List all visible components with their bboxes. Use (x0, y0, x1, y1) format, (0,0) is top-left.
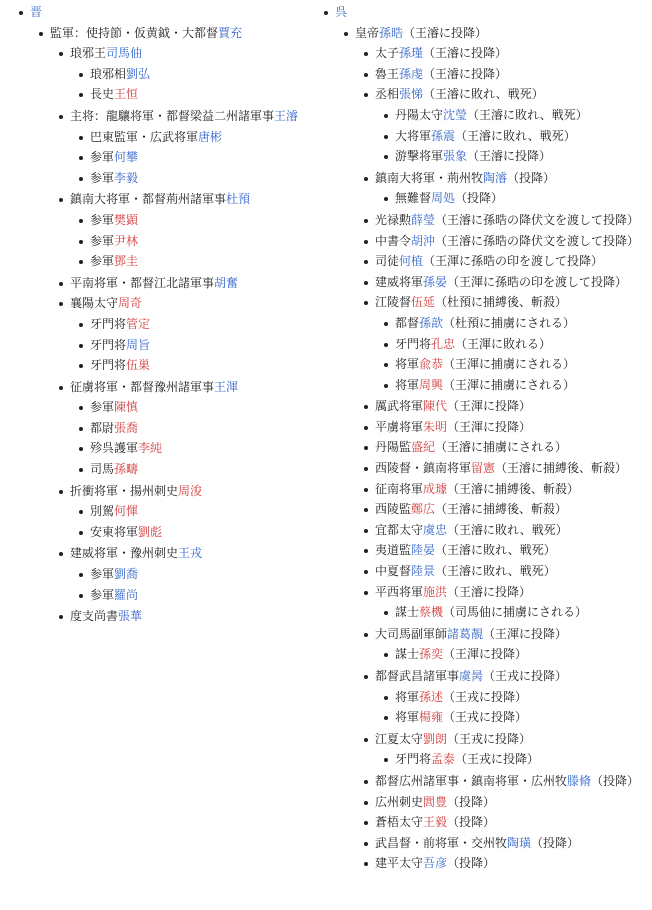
officer-title: 将軍 (395, 357, 420, 372)
officer-item (375, 499, 652, 520)
wu-list (305, 2, 652, 874)
officer-fate: （杜預に捕虜にされる） (443, 315, 576, 330)
officer-item (90, 522, 305, 543)
officer-name-link[interactable]: 孫疇 (114, 462, 139, 477)
officer-title: 参軍 (90, 254, 115, 269)
sub-officers-list (70, 501, 305, 542)
sub-officers-list (375, 313, 652, 395)
officer-title: 光禄勲 (375, 212, 412, 227)
officer-title: 参軍 (90, 150, 115, 165)
officer-item (70, 106, 305, 188)
officer-name-link[interactable]: 兪恭 (419, 357, 444, 372)
officer-item (90, 147, 305, 168)
officer-name-link[interactable]: 沈瑩 (443, 107, 468, 122)
officer-title: 鎮南大将軍・荊州牧 (375, 170, 484, 185)
officer-fate: （王渾に捕虜にされる） (443, 357, 576, 372)
officer-fate: （王濬に敗れ、戦死） (447, 522, 568, 537)
officer-name-link[interactable]: 樊顕 (114, 212, 139, 227)
officer-item (90, 251, 305, 272)
officer-title: 参軍 (90, 567, 115, 582)
sub-officers-list (70, 314, 305, 376)
officer-name-link[interactable]: 滕脩 (567, 773, 592, 788)
officer-item (70, 189, 305, 271)
officer-item (70, 481, 305, 543)
officer-fate: （王戎に投降） (455, 752, 540, 767)
officer-item (70, 543, 305, 605)
officer-title: 司徒 (375, 254, 400, 269)
officer-item (375, 729, 652, 770)
officer-fate: （投降） (447, 815, 496, 830)
officer-title: 襄陽太守 (70, 296, 119, 311)
emperor-name-link[interactable]: 孫晧 (379, 25, 404, 40)
jin-commander-item (50, 23, 305, 627)
officer-name-link[interactable]: 尹林 (114, 233, 139, 248)
officer-name-link[interactable]: 朱明 (423, 419, 448, 434)
officer-fate: （王渾に孫晧の印を渡して投降） (423, 254, 604, 269)
officer-item (375, 666, 652, 728)
officer-item (90, 127, 305, 148)
officer-item (395, 188, 652, 209)
officer-item (90, 397, 305, 418)
officer-name-link[interactable]: 孫虔 (399, 66, 424, 81)
officer-item (90, 501, 305, 522)
officer-item (375, 520, 652, 541)
sub-officers-list (375, 105, 652, 167)
officer-fate: （杜預に捕縛後、斬殺） (435, 295, 568, 310)
officer-title: 厲武将軍 (375, 399, 424, 414)
officer-item (375, 168, 652, 209)
officer-name-link[interactable]: 王渾 (214, 379, 239, 394)
officer-item (395, 602, 652, 623)
wu-emperor-item (355, 23, 652, 874)
officer-name-link[interactable]: 虞昺 (459, 669, 484, 683)
officer-name-link[interactable]: 伍巣 (126, 358, 151, 373)
officer-title: 丹陽太守 (395, 107, 444, 122)
officer-title: 蒼梧太守 (375, 815, 424, 830)
officer-title: 牙門将 (90, 358, 127, 373)
officer-title: 謀士 (395, 605, 420, 620)
officer-title: 広州刺史 (375, 794, 424, 809)
officer-item (90, 438, 305, 459)
officer-name-link[interactable]: 鄧圭 (114, 254, 139, 269)
sub-officers-list (375, 749, 652, 770)
officer-item (375, 561, 652, 582)
officer-name-link[interactable]: 陳代 (423, 399, 448, 414)
officer-item (90, 64, 305, 85)
officer-fate: （王渾に捕虜にされる） (443, 377, 576, 392)
officer-name-link[interactable]: 施洪 (423, 584, 448, 599)
officer-title: 別駕 (90, 504, 115, 519)
officer-item (90, 335, 305, 356)
officer-name-link[interactable]: 孫震 (431, 128, 456, 143)
officer-name-link[interactable]: 成璩 (423, 481, 448, 496)
officer-name-link[interactable]: 蔡機 (419, 605, 444, 620)
officer-title: 将軍 (395, 377, 420, 392)
officer-title: 建威将軍 (375, 274, 424, 289)
officer-item (395, 644, 652, 665)
officer-name-link[interactable]: 陸景 (411, 564, 436, 579)
sub-officers-list (70, 127, 305, 189)
officer-item (375, 396, 652, 417)
officer-item (375, 771, 652, 792)
officer-name-link[interactable]: 孔忠 (431, 336, 456, 351)
officer-fate: （王戎に投降） (483, 669, 568, 683)
officer-title: 都督武昌諸軍事 (375, 669, 460, 683)
officer-name-link[interactable]: 唐彬 (198, 129, 223, 144)
officer-item (90, 355, 305, 376)
officer-title: 主将：龍驤将軍・都督梁益二州諸軍事 (70, 108, 275, 123)
officer-item (395, 687, 652, 708)
officer-item (395, 334, 652, 355)
officer-title: 度支尚書 (70, 609, 119, 624)
wu-command-list (335, 23, 652, 874)
officer-name-link[interactable]: 陶濬 (483, 170, 508, 185)
officer-title: 長史 (90, 87, 115, 102)
commander-name-link[interactable]: 賈充 (218, 25, 243, 40)
sub-officers-list (375, 644, 652, 665)
officer-name-link[interactable]: 司馬伷 (106, 46, 143, 61)
officer-name-link[interactable]: 王毅 (423, 815, 448, 830)
officer-title: 参軍 (90, 212, 115, 227)
officer-title: 琅邪相 (90, 66, 127, 81)
officer-item (70, 293, 305, 375)
officer-title: 大将軍 (395, 128, 432, 143)
officer-item (70, 43, 305, 105)
officer-title: 折衝将軍・揚州刺史 (70, 483, 179, 498)
officer-title: 牙門将 (395, 752, 432, 767)
officer-title: 将軍 (395, 710, 420, 725)
sub-officers-list (395, 146, 652, 167)
officer-fate: （投降） (531, 835, 580, 850)
officer-name-link[interactable]: 盛紀 (411, 440, 436, 455)
officer-item (70, 377, 305, 480)
officer-item (375, 43, 652, 64)
officer-item (375, 84, 652, 166)
officer-item (90, 564, 305, 585)
officer-title: 琅邪王 (70, 46, 107, 61)
emperor-title: 皇帝 (355, 25, 380, 40)
officer-item (375, 272, 652, 293)
officer-item (395, 749, 652, 770)
officer-fate: （王濬に敗れ、戦死） (435, 543, 556, 558)
officer-item (70, 606, 305, 627)
officer-fate: （王濬に敗れ、戦死） (423, 87, 544, 102)
sub-officers-list (70, 397, 305, 479)
emperor-fate: （王濬に投降） (403, 25, 488, 40)
officer-fate: （王濬に投降） (423, 46, 508, 61)
officer-name-link[interactable]: 周浚 (178, 483, 203, 498)
officer-fate: （投降） (447, 856, 496, 871)
officer-name-link[interactable]: 孟泰 (431, 752, 456, 767)
officer-fate: （王濬に捕虜にされる） (435, 440, 568, 455)
officer-name-link[interactable]: 楊雍 (419, 710, 444, 725)
sub-officers-list (375, 602, 652, 623)
officer-name-link[interactable]: 張華 (118, 609, 143, 624)
officer-title: 鎮南大将軍・都督荊州諸軍事 (70, 192, 227, 207)
officer-fate: （王濬に投降） (467, 149, 552, 164)
officer-title: 都督広州諸軍事・鎮南将軍・広州牧 (375, 773, 568, 788)
officer-title: 巴東監軍・広武将軍 (90, 129, 199, 144)
officer-name-link[interactable]: 張悌 (399, 87, 424, 102)
officer-name-link[interactable]: 孫奕 (419, 647, 444, 662)
officer-fate: （王渾に投降） (443, 647, 528, 662)
jin-link[interactable]: 晋 (30, 5, 43, 19)
officer-name-link[interactable]: 管定 (126, 316, 151, 331)
officer-name-link[interactable]: 孫晏 (423, 274, 448, 289)
sub-officers-list (375, 188, 652, 209)
officer-item (375, 231, 652, 252)
officer-fate: （王濬に敗れ、戦死） (435, 564, 556, 579)
officer-fate: （投降） (507, 170, 556, 185)
wu-column (305, 2, 652, 875)
officer-name-link[interactable]: 周奇 (118, 296, 143, 311)
jin-column (0, 2, 305, 628)
officer-title: 司馬 (90, 462, 115, 477)
officer-name-link[interactable]: 王恒 (114, 87, 139, 102)
officer-name-link[interactable]: 周興 (419, 377, 444, 392)
officer-item (375, 417, 652, 438)
officer-title: 参軍 (90, 400, 115, 415)
officer-name-link[interactable]: 劉弘 (126, 66, 151, 81)
officer-item (375, 437, 652, 458)
officer-fate: （王渾に投降） (447, 399, 532, 414)
officer-title: 都尉 (90, 420, 115, 435)
officer-title: 将軍 (395, 689, 420, 704)
officer-item (90, 210, 305, 231)
officer-item (375, 540, 652, 561)
officer-item (375, 458, 652, 479)
officer-item (375, 792, 652, 813)
officer-item (90, 231, 305, 252)
wu-link[interactable]: 呉 (335, 5, 348, 19)
officer-item (375, 251, 652, 272)
officer-item (395, 375, 652, 396)
officer-name-link[interactable]: 陸晏 (411, 543, 436, 558)
officer-fate: （王戎に投降） (447, 731, 532, 746)
officer-item (395, 126, 652, 167)
officer-name-link[interactable]: 何惲 (114, 504, 139, 519)
wu-list-item (335, 2, 652, 874)
officer-fate: （王渾に孫晧の印を渡して投降） (447, 274, 628, 289)
officer-title: 征南将軍 (375, 481, 424, 496)
jin-list-item (30, 2, 305, 627)
officer-name-link[interactable]: 王戎 (178, 546, 203, 561)
officer-fate: （王戎に投降） (443, 689, 528, 704)
officer-name-link[interactable]: 羅尚 (114, 587, 139, 602)
officer-name-link[interactable]: 周処 (431, 191, 456, 206)
officer-fate: （王濬に孫晧の降伏文を渡して投降） (435, 212, 640, 227)
officer-title: 丹陽監 (375, 440, 412, 455)
officer-title: 殄呉護軍 (90, 441, 139, 456)
officer-name-link[interactable]: 劉彪 (138, 524, 163, 539)
officer-title: 西陵監 (375, 502, 412, 517)
officer-title: 建平太守 (375, 856, 424, 871)
jin-command-list (30, 23, 305, 627)
officer-item (395, 313, 652, 334)
officer-name-link[interactable]: 胡奮 (214, 275, 239, 290)
officer-item (395, 354, 652, 375)
jin-list (0, 2, 305, 627)
officer-title: 牙門将 (395, 336, 432, 351)
officer-title: 参軍 (90, 170, 115, 185)
officer-fate: （王渾に投降） (447, 419, 532, 434)
officer-title: 魯王 (375, 66, 400, 81)
officer-item (90, 418, 305, 439)
officer-fate: （王濬に敗れ、戦死） (467, 107, 588, 122)
officer-title: 牙門将 (90, 337, 127, 352)
officer-title: 平虜将軍 (375, 419, 424, 434)
officer-fate: （王渾に投降） (483, 626, 568, 641)
officer-title: 建威将軍・豫州刺史 (70, 546, 179, 561)
officer-name-link[interactable]: 張象 (443, 149, 468, 164)
officer-fate: （王濬に孫晧の降伏文を渡して投降） (435, 233, 640, 248)
officer-name-link[interactable]: 諸葛靚 (447, 626, 484, 641)
officer-name-link[interactable]: 伍延 (411, 295, 436, 310)
officer-name-link[interactable]: 薛瑩 (411, 212, 436, 227)
officer-fate: （王濬に捕縛後、斬殺） (495, 461, 628, 476)
officer-title: 夷道監 (375, 543, 412, 558)
officer-item (375, 582, 652, 623)
officer-item (375, 64, 652, 85)
officer-fate: （王濬に捕縛後、斬殺） (435, 502, 568, 517)
officer-title: 征虜将軍・都督豫州諸軍事 (70, 379, 215, 394)
officer-fate: （投降） (455, 191, 504, 206)
officer-item (395, 105, 652, 126)
officer-item (375, 292, 652, 395)
sub-officers-list (70, 564, 305, 605)
officer-title: 参軍 (90, 587, 115, 602)
officer-name-link[interactable]: 何植 (399, 254, 424, 269)
officer-item (375, 833, 652, 854)
officer-item (90, 168, 305, 189)
officer-name-link[interactable]: 鄭広 (411, 502, 436, 517)
officer-title: 牙門将 (90, 316, 127, 331)
officer-title: 平西将軍 (375, 584, 424, 599)
officer-item (375, 812, 652, 833)
commander-title: 監軍：使持節・仮黄鉞・大都督 (50, 25, 219, 40)
officer-fate: （投降） (447, 794, 496, 809)
officer-name-link[interactable]: 張喬 (114, 420, 139, 435)
officer-name-link[interactable]: 周旨 (126, 337, 151, 352)
sub-officers-list (70, 64, 305, 105)
officer-title: 安東将軍 (90, 524, 139, 539)
wu-officers-list (355, 43, 652, 874)
officer-item (70, 273, 305, 294)
officer-name-link[interactable]: 留憲 (471, 461, 496, 476)
officer-title: 西陵督・鎮南将軍 (375, 461, 472, 476)
officer-title: 謀士 (395, 647, 420, 662)
officer-item (90, 314, 305, 335)
jin-officers-list (50, 43, 305, 627)
officer-title: 丞相 (375, 87, 400, 102)
officer-name-link[interactable]: 杜預 (226, 192, 251, 207)
officer-title: 武昌督・前将軍・交州牧 (375, 835, 508, 850)
officer-item (375, 210, 652, 231)
officer-name-link[interactable]: 劉喬 (114, 567, 139, 582)
officer-fate: （王濬に投降） (423, 66, 508, 81)
officer-item (90, 585, 305, 606)
officer-name-link[interactable]: 劉朗 (423, 731, 448, 746)
officer-title: 大司馬副軍師 (375, 626, 448, 641)
officer-name-link[interactable]: 孫歆 (419, 315, 444, 330)
officer-name-link[interactable]: 李毅 (114, 170, 139, 185)
officer-item (375, 479, 652, 500)
officer-name-link[interactable]: 陶璜 (507, 835, 532, 850)
officer-name-link[interactable]: 虞忠 (423, 522, 448, 537)
officer-name-link[interactable]: 王濬 (274, 108, 299, 123)
officer-name-link[interactable]: 何攀 (114, 150, 139, 165)
officer-fate: （王濬に敗れ、戦死） (455, 128, 576, 143)
officer-title: 宜都太守 (375, 522, 424, 537)
officer-name-link[interactable]: 胡沖 (411, 233, 436, 248)
officer-title: 江陵督 (375, 295, 412, 310)
officer-name-link[interactable]: 孫述 (419, 689, 444, 704)
officer-fate: （王戎に投降） (443, 710, 528, 725)
officer-fate: （王濬に捕縛後、斬殺） (447, 481, 580, 496)
officer-item (90, 459, 305, 480)
officer-title: 参軍 (90, 233, 115, 248)
officer-fate: （投降） (591, 773, 640, 788)
officer-title: 中夏督 (375, 564, 412, 579)
officer-item (375, 853, 652, 874)
officer-name-link[interactable]: 閭豊 (423, 794, 448, 809)
officer-name-link[interactable]: 孫瑾 (399, 46, 424, 61)
officer-title: 游撃将軍 (395, 149, 444, 164)
officer-fate: （王渾に敗れる） (455, 336, 552, 351)
officer-item (395, 146, 652, 167)
officer-name-link[interactable]: 李純 (138, 441, 163, 456)
sub-officers-list (70, 210, 305, 272)
officer-fate: （司馬伷に捕虜にされる） (443, 605, 588, 620)
officer-name-link[interactable]: 吾彦 (423, 856, 448, 871)
officer-item (395, 707, 652, 728)
officer-name-link[interactable]: 陳慎 (114, 400, 139, 415)
officer-fate: （王濬に投降） (447, 584, 532, 599)
sub-officers-list (375, 687, 652, 728)
officer-title: 平南将軍・都督江北諸軍事 (70, 275, 215, 290)
officer-title: 都督 (395, 315, 420, 330)
officer-item (90, 84, 305, 105)
officer-item (375, 624, 652, 665)
officer-title: 中書令 (375, 233, 412, 248)
officer-title: 江夏太守 (375, 731, 424, 746)
officer-title: 無難督 (395, 191, 432, 206)
officer-title: 太子 (375, 46, 400, 61)
